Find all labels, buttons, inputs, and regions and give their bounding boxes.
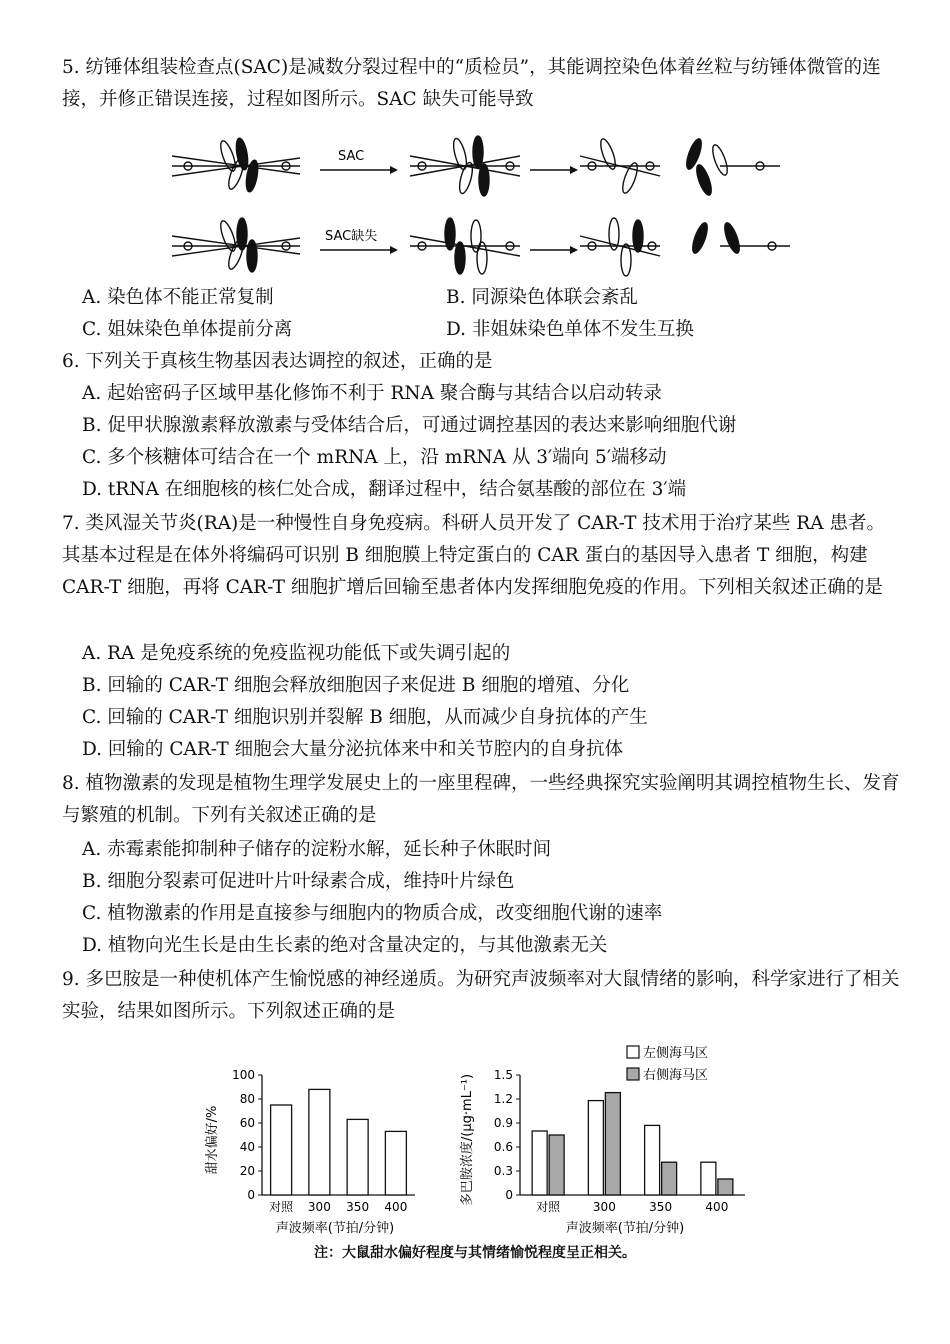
question-7	[62, 508, 902, 604]
q8-option-d[interactable]: D. 植物向光生长是由生长素的绝对含量决定的，与其他激素无关	[82, 935, 608, 956]
chart2-xtick-label: 350	[649, 1200, 673, 1214]
chart2-ytick-label: 0.9	[493, 1116, 513, 1130]
cell-sac-missing-3	[580, 218, 790, 276]
q7-option-a[interactable]: A. RA 是免疫系统的免疫监视功能低下或失调引起的	[82, 643, 511, 664]
chart2-ylabel: 多巴胺浓度/(μg·mL⁻¹)	[460, 1073, 475, 1207]
chart1-bar	[347, 1119, 368, 1195]
question-9-stem: 9. 多巴胺是一种使机体产生愉悦感的神经递质。为研究声波频率对大鼠情绪的影响，科学家进行了相关实验，结果如图所示。下列叙述正确的是	[62, 969, 900, 1022]
question-5	[62, 52, 902, 116]
cell-sac-missing-1	[172, 218, 300, 272]
question-8	[62, 768, 902, 832]
chart1-bar	[309, 1089, 330, 1195]
arrow-1-head	[390, 166, 398, 174]
q8-option-b[interactable]: B. 细胞分裂素可促进叶片叶绿素合成，维持叶片绿色	[82, 871, 515, 892]
chart-note: 注：大鼠甜水偏好程度与其情绪愉悦程度呈正相关。	[314, 1245, 636, 1261]
q5-option-d[interactable]: D. 非姐妹染色单体不发生互换	[446, 319, 694, 340]
chart1-ytick-label: 80	[239, 1092, 255, 1106]
chart2-ytick-label: 0.6	[493, 1140, 513, 1154]
q7-option-c[interactable]: C. 回输的 CAR-T 细胞识别并裂解 B 细胞，从而减少自身抗体的产生	[82, 707, 648, 728]
q8-option-c[interactable]: C. 植物激素的作用是直接参与细胞内的物质合成，改变细胞代谢的速率	[82, 903, 663, 924]
chart1-xtick-label: 对照	[269, 1200, 294, 1214]
chart2-xtick-label: 300	[592, 1200, 616, 1214]
chart2-bar	[588, 1101, 603, 1195]
q6-option-a[interactable]: A. 起始密码子区域甲基化修饰不利于 RNA 聚合酶与其结合以启动转录	[82, 383, 662, 404]
chart2-xlabel: 声波频率(节拍/分钟)	[565, 1221, 685, 1236]
chart1-bar	[271, 1105, 292, 1195]
chart2-xtick-label: 对照	[536, 1200, 561, 1214]
question-9	[62, 964, 902, 1028]
chart1-xtick-label: 400	[384, 1200, 408, 1214]
chart2-bar	[532, 1131, 547, 1195]
cell-normal-3	[580, 137, 780, 196]
q6-option-d[interactable]: D. tRNA 在细胞核的核仁处合成，翻译过程中，结合氨基酸的部位在 3′端	[82, 479, 687, 500]
chart2-bar	[718, 1179, 733, 1195]
chart1-ytick-label: 20	[239, 1164, 255, 1178]
question-6-stem: 6. 下列关于真核生物基因表达调控的叙述，正确的是	[62, 351, 493, 372]
chart1-ylabel: 甜水偏好/%	[205, 1105, 220, 1175]
cell-normal-1	[172, 137, 300, 192]
cell-sac-missing-2	[410, 218, 520, 274]
question-7-stem: 7. 类风湿关节炎(RA)是一种慢性自身免疫病。科研人员开发了 CAR-T 技术用于治疗某些 RA 患者。其基本过程是在体外将编码可识别 B 细胞膜上特定蛋白的 CAR 蛋白的基因导入患者 T 细胞，构建 CAR-T 细胞，再将 CAR-T 细胞扩增后回输至患者体内发挥细胞免疫的作用。下列相关叙述正确的是	[62, 513, 885, 598]
chart1-bar	[385, 1131, 406, 1195]
chart2-legend-label: 左侧海马区	[643, 1046, 709, 1061]
sweet-preference-chart	[200, 1050, 430, 1240]
chart2-bar	[605, 1093, 620, 1195]
chart1-ytick-label: 100	[232, 1068, 255, 1082]
chart2-ytick-label: 0	[505, 1188, 513, 1202]
chart2-bar	[645, 1125, 660, 1195]
sac-label: SAC	[338, 149, 365, 164]
q8-option-a[interactable]: A. 赤霉素能抑制种子储存的淀粉水解，延长种子休眠时间	[82, 839, 552, 860]
chart2-legend-swatch	[627, 1046, 639, 1058]
q6-option-c[interactable]: C. 多个核糖体可结合在一个 mRNA 上，沿 mRNA 从 3′端向 5′端移动	[82, 447, 667, 468]
q5-option-c[interactable]: C. 姐妹染色单体提前分离	[82, 319, 293, 340]
question-8-stem: 8. 植物激素的发现是植物生理学发展史上的一座里程碑，一些经典探究实验阐明其调控植物生长、发育与繁殖的机制。下列有关叙述正确的是	[62, 773, 900, 826]
chart2-xtick-label: 400	[705, 1200, 729, 1214]
dopamine-chart	[455, 1040, 755, 1240]
sac-diagram	[160, 126, 800, 286]
chart2-bar	[662, 1162, 677, 1195]
chart1-xtick-label: 300	[307, 1200, 331, 1214]
q5-option-a[interactable]: A. 染色体不能正常复制	[82, 287, 274, 308]
chart2-legend-swatch	[627, 1068, 639, 1080]
chart2-bar	[549, 1135, 564, 1195]
sac-missing-label: SAC缺失	[325, 229, 378, 244]
chart1-ytick-label: 60	[239, 1116, 255, 1130]
question-5-stem: 5. 纺锤体组装检查点(SAC)是减数分裂过程中的“质检员”，其能调控染色体着丝粒与纺锤体微管的连接，并修正错误连接，过程如图所示。SAC 缺失可能导致	[62, 57, 881, 110]
chart2-bar	[701, 1162, 716, 1195]
chart1-xlabel: 声波频率(节拍/分钟)	[275, 1221, 395, 1236]
chart2-ytick-label: 1.5	[493, 1068, 513, 1082]
q7-option-b[interactable]: B. 回输的 CAR-T 细胞会释放细胞因子来促进 B 细胞的增殖、分化	[82, 675, 630, 696]
chart2-ytick-label: 1.2	[493, 1092, 513, 1106]
chart1-xtick-label: 350	[346, 1200, 370, 1214]
cell-normal-2	[410, 136, 520, 196]
chart2-legend-label: 右侧海马区	[643, 1068, 709, 1083]
q5-option-b[interactable]: B. 同源染色体联会紊乱	[446, 287, 638, 308]
q7-option-d[interactable]: D. 回输的 CAR-T 细胞会大量分泌抗体来中和关节腔内的自身抗体	[82, 739, 624, 760]
chart1-ytick-label: 0	[247, 1188, 255, 1202]
q6-option-b[interactable]: B. 促甲状腺激素释放激素与受体结合后，可通过调控基因的表达来影响细胞代谢	[82, 415, 737, 436]
chart1-ytick-label: 40	[239, 1140, 255, 1154]
chart2-ytick-label: 0.3	[493, 1164, 513, 1178]
